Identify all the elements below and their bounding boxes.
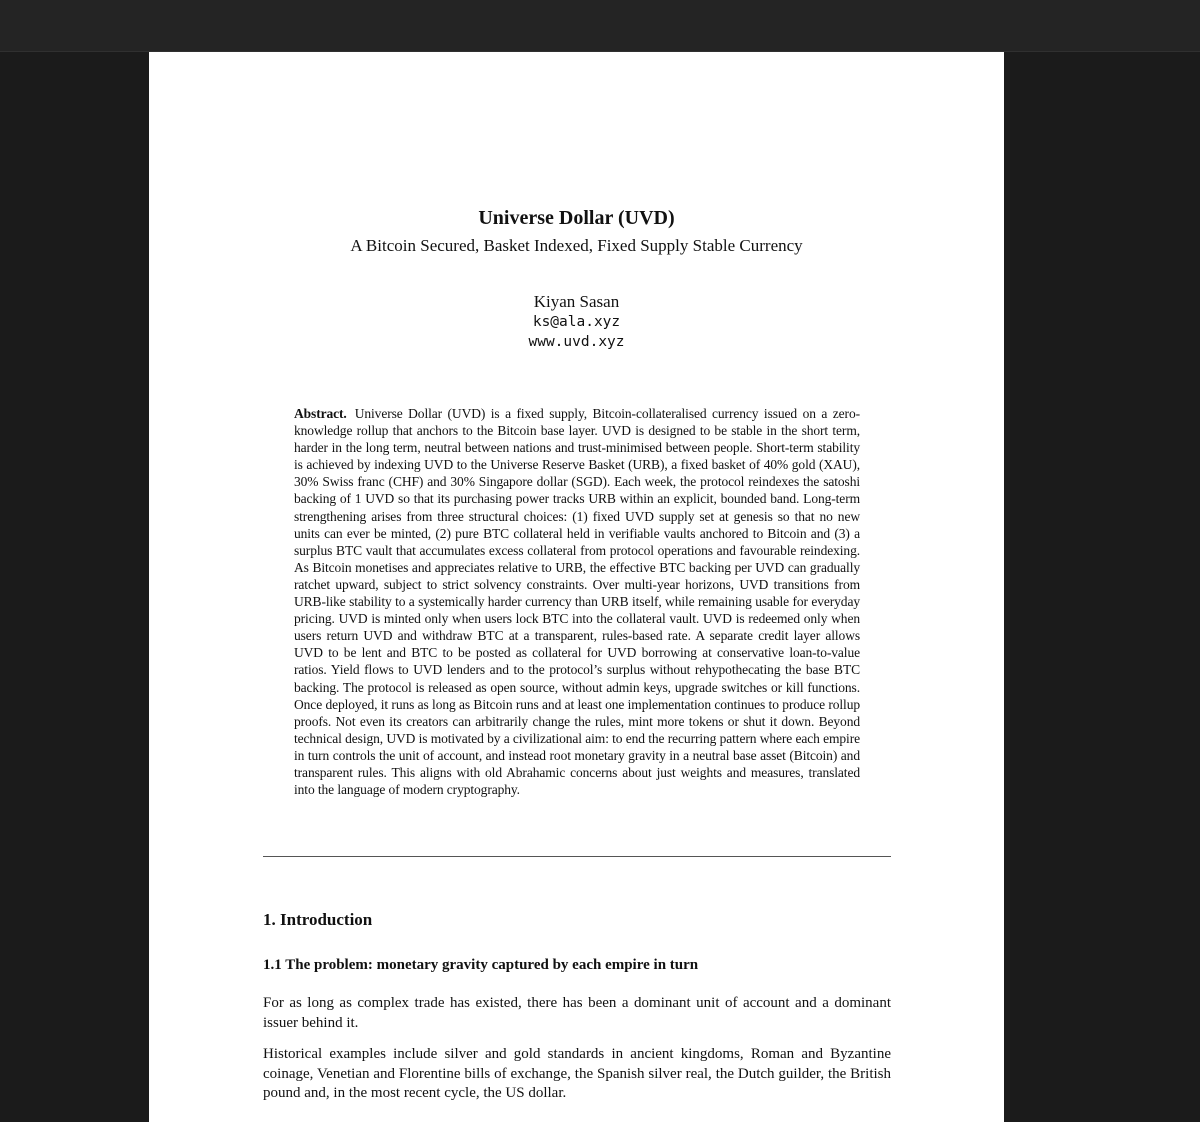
abstract bbox=[294, 405, 860, 798]
author-website: www.uvd.xyz bbox=[528, 334, 625, 350]
paper-subtitle: A Bitcoin Secured, Basket Indexed, Fixed Supply Stable Currency bbox=[350, 236, 803, 255]
section-heading-introduction: 1. Introduction bbox=[263, 910, 373, 929]
subsection-heading-problem: 1.1 The problem: monetary gravity captured by each empire in turn bbox=[263, 957, 699, 973]
author-name: Kiyan Sasan bbox=[533, 292, 620, 311]
paper-title: Universe Dollar (UVD) bbox=[478, 207, 675, 229]
abstract-text: Universe Dollar (UVD) is a fixed supply, Bitcoin-collateralised currency issued on a zero-knowledge rollup that anchors to the Bitcoin base layer. UVD is designed to be stable in the short term, harder in the long term, neutral between nations and trust-minimised between people. Short-term stability is achieved by indexing UVD to the Universe Reserve Basket (URB), a fixed basket of 40% gold (XAU), 30% Swiss franc (CHF) and 30% Singapore dollar (SGD). Each week, the protocol reindexes the satoshi backing of 1 UVD so that its purchasing power tracks URB within an explicit, bounded band. Long-term strengthening arises from three structural choices: (1) fixed UVD supply set at genesis so that no new units can ever be minted, (2) pure BTC collateral held in verifiable vaults anchored to Bitcoin and (3) a surplus BTC vault that accumulates excess collateral from protocol operations and favourable reindexing. As Bitcoin monetises and appreciates relative to URB, the effective BTC backing per UVD can gradually ratchet upward, subject to strict solvency constraints. Over multi-year horizons, UVD transitions from URB-like stability to a systemically harder currency than URB itself, while remaining usable for everyday pricing. UVD is minted only when users lock BTC into the collateral vault. UVD is redeemed only when users return UVD and withdraw BTC at a transparent, rules-based rate. A separate credit layer allows UVD to be lent and BTC to be posted as collateral for UVD borrowing at conservative loan-to-value ratios. Yield flows to UVD lenders and to the protocol’s surplus without rehypothecating the base BTC backing. The protocol is released as open source, without admin keys, upgrade switches or kill functions. Once deployed, it runs as long as Bitcoin runs and at least one implementation continues to produce rollup proofs. Not even its creators can arbitrarily change the rules, mint more tokens or shut it down. Beyond technical design, UVD is motivated by a civilizational aim: to end the recurring pattern where each empire in turn controls the unit of account, and instead root monetary gravity in a neutral base asset (Bitcoin) and transparent rules. This aligns with old Abrahamic concerns about just weights and measures, translated into the language of modern cryptography. bbox=[294, 406, 860, 798]
section-divider bbox=[263, 856, 891, 857]
document-page bbox=[149, 52, 1004, 1122]
body-paragraph: Historical examples include silver and gold standards in ancient kingdoms, Roman and Byzantine coinage, Venetian and Florentine bills of exchange, the Spanish silver real, the Dutch guilder, the British pound and, in the most recent cycle, the US dollar. bbox=[263, 1046, 891, 1101]
author-email: ks@ala.xyz bbox=[532, 314, 621, 330]
body-paragraph: For as long as complex trade has existed, there has been a dominant unit of account and a dominant issuer behind it. bbox=[263, 995, 891, 1031]
viewer-toolbar bbox=[0, 0, 1200, 52]
abstract-label: Abstract. bbox=[294, 406, 347, 421]
